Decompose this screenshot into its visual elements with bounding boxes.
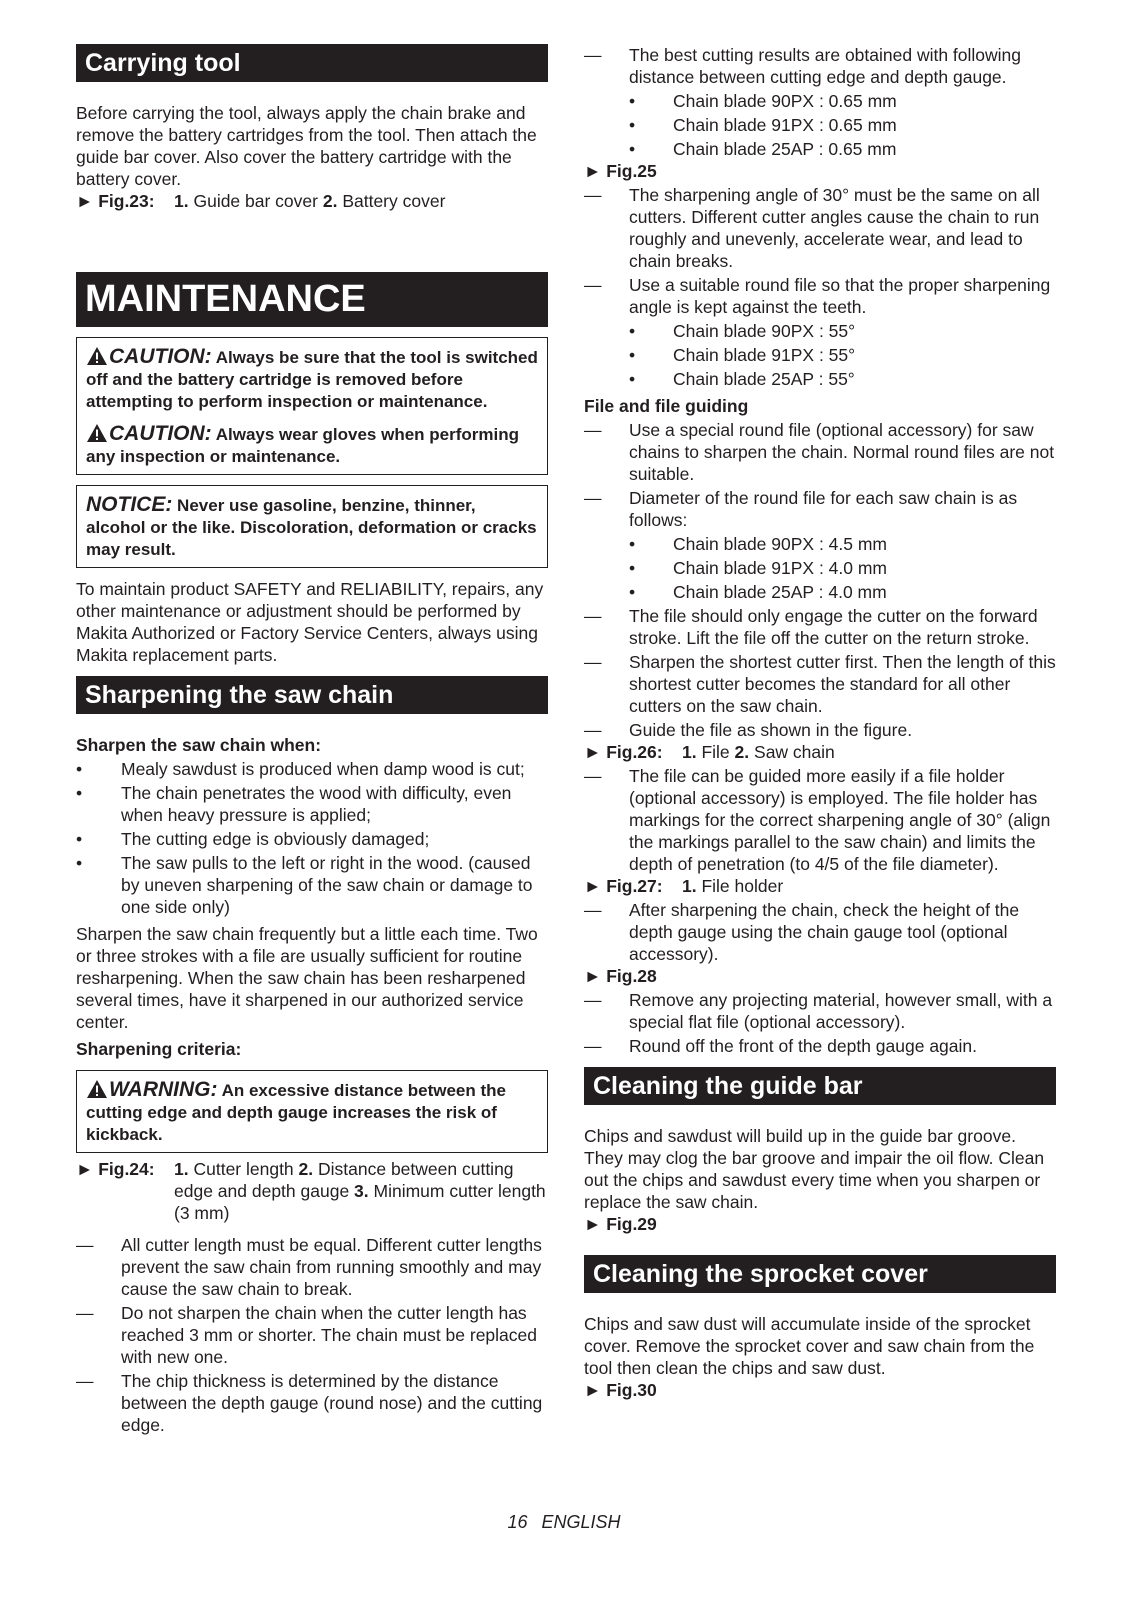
- list-item: — Do not sharpen the chain when the cutter length has reached 3 mm or shorter. The chain must be replaced with new one.: [76, 1303, 538, 1367]
- list-item: • Chain blade 91PX : 4.0 mm: [629, 558, 888, 578]
- caution-2-text: Always wear gloves when performing any inspection or maintenance.: [86, 425, 520, 466]
- page-footer: [0, 1512, 1128, 1533]
- sharpen-when-title: Sharpen the saw chain when:: [76, 735, 322, 755]
- list-item: • Mealy sawdust is produced when damp wood is cut;: [76, 759, 525, 779]
- file-guiding-title: File and file guiding: [584, 396, 749, 416]
- fig26-label: ► Fig.26:: [584, 742, 663, 762]
- list-item: • Chain blade 90PX : 55°: [629, 321, 856, 341]
- list-item: — Round off the front of the depth gauge again.: [584, 1036, 978, 1056]
- fig30-caption: ► Fig.30: [584, 1380, 657, 1400]
- list-item: • Chain blade 25AP : 0.65 mm: [629, 139, 897, 159]
- fig23-caption: [76, 190, 548, 212]
- cleaning-guide-bar-heading: Cleaning the guide bar: [584, 1067, 1056, 1105]
- fig25-caption: ► Fig.25: [584, 161, 657, 181]
- sharpen-frequency-text: Sharpen the saw chain frequently but a little each time. Two or three strokes with a file are usually sufficient for routine resharpening. When the saw chain has been resharpened several times, have it sharpened in our authorized service center.: [76, 924, 538, 1032]
- fig-arrow-icon: ►: [584, 161, 602, 181]
- carrying-tool-heading: Carrying tool: [76, 44, 548, 82]
- fig29-caption: ► Fig.29: [584, 1214, 657, 1234]
- sharpening-heading: Sharpening the saw chain: [76, 676, 548, 714]
- fig27-caption: [584, 875, 1056, 897]
- caution-1-text: Always be sure that the tool is switched off and the battery cartridge is removed before attempting to perform inspection or maintenance.: [86, 348, 538, 411]
- list-item: • The cutting edge is obviously damaged;: [76, 829, 430, 849]
- list-item: • Chain blade 91PX : 0.65 mm: [629, 115, 897, 135]
- cleaning-sprocket-text: Chips and saw dust will accumulate inside of the sprocket cover. Remove the sprocket cover and saw chain from the tool then clean the chips and saw dust.: [584, 1314, 1035, 1378]
- caution-2: [86, 423, 539, 468]
- list-item: • Chain blade 25AP : 4.0 mm: [629, 582, 887, 602]
- maintenance-text: To maintain product SAFETY and RELIABILITY, repairs, any other maintenance or adjustment should be performed by Makita Authorized or Factory Service Centers, always using Makita replacement parts.: [76, 579, 544, 665]
- fig26-caption: [584, 741, 1056, 763]
- list-item: • The saw pulls to the left or right in the wood. (caused by uneven sharpening of the saw chain or damage to one side only): [76, 853, 533, 917]
- list-item: • Chain blade 90PX : 0.65 mm: [629, 91, 897, 111]
- fig27-label: ► Fig.27:: [584, 876, 663, 896]
- left-column: [76, 44, 548, 1436]
- fig24-text: 1. Cutter length 2. Distance between cutting edge and depth gauge 3. Minimum cutter length (3 mm): [174, 1159, 546, 1223]
- notice-box: [76, 485, 548, 568]
- warning-text: An excessive distance between the cutting edge and depth gauge increases the risk of kickback.: [86, 1081, 506, 1144]
- fig-arrow-icon: ►: [584, 1214, 602, 1234]
- page-number: 16: [507, 1512, 528, 1532]
- warning-box: [76, 1070, 548, 1153]
- caution-2-keyword: CAUTION:: [109, 422, 212, 445]
- fig-arrow-icon: ►: [76, 191, 94, 211]
- warning-triangle-icon: [86, 346, 108, 366]
- caution-box: [76, 337, 548, 475]
- list-item: — Remove any projecting material, however small, with a special flat file (optional accessory).: [584, 990, 1053, 1032]
- maintenance-heading: MAINTENANCE: [76, 272, 548, 327]
- cleaning-sprocket-heading: Cleaning the sprocket cover: [584, 1255, 1056, 1293]
- list-item: — All cutter length must be equal. Different cutter lengths prevent the saw chain from running smoothly and may cause the saw chain to break.: [76, 1235, 542, 1299]
- warning-triangle-icon: [86, 423, 108, 443]
- fig24-label: ► Fig.24:: [76, 1159, 155, 1179]
- list-item: — The file should only engage the cutter on the forward stroke. Lift the file off the cutter on the return stroke.: [584, 606, 1038, 648]
- sharpening-criteria-title: Sharpening criteria:: [76, 1039, 242, 1059]
- warning-triangle-icon: [86, 1079, 108, 1099]
- fig23-text: 1. Guide bar cover 2. Battery cover: [174, 191, 446, 211]
- notice-keyword: NOTICE:: [86, 493, 173, 516]
- cutter-dash-list: [76, 1234, 548, 1436]
- list-item: — The file can be guided more easily if a file holder (optional accessory) is employed. The file holder has markings for the correct sharpening angle of 30° (align the markings parallel to the saw chain) and limits the depth of penetration (to 4/5 of the file diameter).: [584, 766, 1051, 874]
- list-item: • The chain penetrates the wood with difficulty, even when heavy pressure is applied;: [76, 783, 512, 825]
- sharpen-when-list: [76, 758, 548, 918]
- fig23-label: ► Fig.23:: [76, 191, 155, 211]
- fig28-caption: ► Fig.28: [584, 966, 657, 986]
- list-item: — The sharpening angle of 30° must be the same on all cutters. Different cutter angles cause the chain to run roughly and unevenly, accelerate wear, and lead to chain breaks.: [584, 185, 1040, 271]
- right-column: [584, 44, 1056, 1401]
- cleaning-guide-bar-text: Chips and sawdust will build up in the guide bar groove. They may clog the bar groove and impair the oil flow. Clean out the chips and sawdust every time when you sharpen or replace the saw chain.: [584, 1126, 1045, 1212]
- caution-1: [86, 346, 539, 413]
- list-item: — After sharpening the chain, check the height of the depth gauge using the chain gauge tool (optional accessory).: [584, 900, 1020, 964]
- fig27-text: 1. File holder: [682, 876, 784, 896]
- list-item: — The best cutting results are obtained with following distance between cutting edge and depth gauge.: [584, 45, 1022, 87]
- fig24-caption: [76, 1158, 548, 1224]
- list-item: • Chain blade 91PX : 55°: [629, 345, 856, 365]
- fig-arrow-icon: ►: [584, 966, 602, 986]
- notice-text: Never use gasoline, benzine, thinner, alcohol or the like. Discoloration, deformation or cracks may result.: [86, 496, 537, 559]
- fig-arrow-icon: ►: [76, 1159, 94, 1179]
- list-item: — Use a suitable round file so that the proper sharpening angle is kept against the teeth.: [584, 275, 1051, 317]
- fig-arrow-icon: ►: [584, 742, 602, 762]
- list-item: — Sharpen the shortest cutter first. Then the length of this shortest cutter becomes the standard for all other cutters on the saw chain.: [584, 652, 1056, 716]
- fig-arrow-icon: ►: [584, 876, 602, 896]
- list-item: • Chain blade 90PX : 4.5 mm: [629, 534, 888, 554]
- list-item: — Use a special round file (optional accessory) for saw chains to sharpen the chain. Normal round files are not suitable.: [584, 420, 1055, 484]
- list-item: — The chip thickness is determined by the distance between the depth gauge (round nose) and the cutting edge.: [76, 1371, 543, 1435]
- fig26-text: 1. File 2. Saw chain: [682, 742, 835, 762]
- footer-language: ENGLISH: [541, 1512, 621, 1532]
- warning-keyword: WARNING:: [109, 1078, 218, 1101]
- list-item: — Diameter of the round file for each saw chain is as follows:: [584, 488, 1018, 530]
- caution-1-keyword: CAUTION:: [109, 345, 212, 368]
- fig-arrow-icon: ►: [584, 1380, 602, 1400]
- carrying-tool-text: Before carrying the tool, always apply the chain brake and remove the battery cartridges from the tool. Then attach the guide bar cover. Also cover the battery cartridge with the battery cover.: [76, 103, 537, 189]
- list-item: • Chain blade 25AP : 55°: [629, 369, 855, 389]
- list-item: — Guide the file as shown in the figure.: [584, 720, 913, 740]
